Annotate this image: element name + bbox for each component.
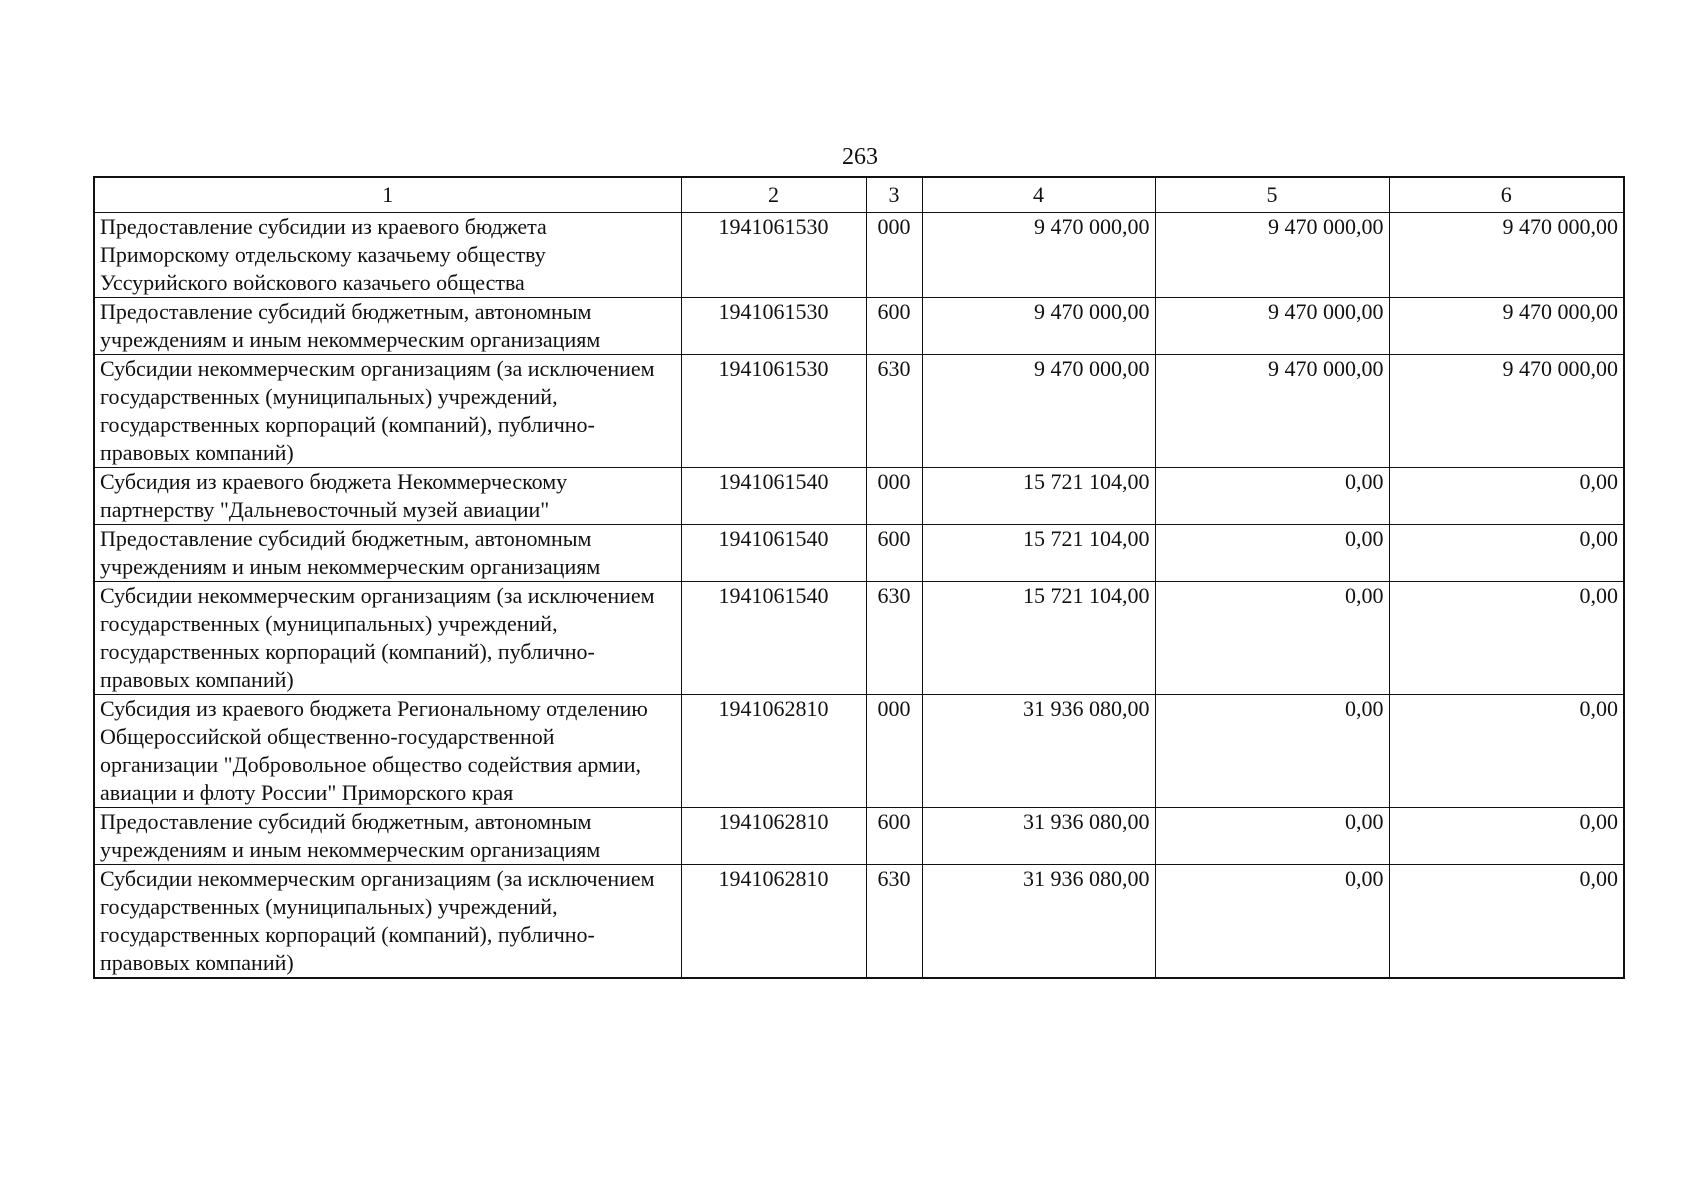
table-body [94,213,1624,979]
row-amount-4: 15 721 104,00 [922,582,1155,695]
row-code: 1941061530 [681,298,866,355]
row-amount-4: 31 936 080,00 [922,865,1155,979]
row-name: Субсидии некоммерческим организациям (за исключением государственных (муниципальных) учреждений, государственных корпораций (компаний), публично-правовых компаний) [94,865,681,979]
row-amount-5: 9 470 000,00 [1155,355,1389,468]
row-amount-5: 0,00 [1155,808,1389,865]
row-name: Предоставление субсидий бюджетным, автономным учреждениям и иным некоммерческим организациям [94,808,681,865]
row-code: 1941062810 [681,695,866,808]
row-amount-5: 9 470 000,00 [1155,298,1389,355]
table-row [94,355,1624,468]
row-amount-6: 9 470 000,00 [1389,298,1624,355]
row-amount-4: 31 936 080,00 [922,808,1155,865]
row-type: 600 [866,298,922,355]
row-name: Предоставление субсидии из краевого бюджета Приморскому отдельскому казачьему обществу Уссурийского войскового казачьего общества [94,213,681,298]
table-row [94,582,1624,695]
row-code: 1941062810 [681,865,866,979]
table-row [94,808,1624,865]
row-code: 1941061540 [681,525,866,582]
table-row [94,468,1624,525]
row-type: 000 [866,695,922,808]
row-code: 1941061530 [681,355,866,468]
row-amount-6: 9 470 000,00 [1389,213,1624,298]
row-amount-5: 9 470 000,00 [1155,213,1389,298]
page-number: 263 [842,144,878,170]
row-type: 630 [866,355,922,468]
row-name: Субсидии некоммерческим организациям (за исключением государственных (муниципальных) учреждений, государственных корпораций (компаний), публично-правовых компаний) [94,582,681,695]
header-col-4: 4 [922,177,1155,213]
row-name: Субсидии некоммерческим организациям (за исключением государственных (муниципальных) учреждений, государственных корпораций (компаний), публично-правовых компаний) [94,355,681,468]
row-amount-6: 0,00 [1389,695,1624,808]
row-amount-4: 15 721 104,00 [922,525,1155,582]
table-row [94,213,1624,298]
row-amount-6: 0,00 [1389,468,1624,525]
budget-table [93,176,1625,979]
row-amount-5: 0,00 [1155,695,1389,808]
table-header [94,177,1624,213]
row-name: Субсидия из краевого бюджета Региональному отделению Общероссийской общественно-государственной организации "Добровольное общество содействия армии, авиации и флоту России" Приморского края [94,695,681,808]
row-amount-4: 31 936 080,00 [922,695,1155,808]
row-amount-4: 9 470 000,00 [922,213,1155,298]
header-col-2: 2 [681,177,866,213]
row-name: Предоставление субсидий бюджетным, автономным учреждениям и иным некоммерческим организациям [94,525,681,582]
row-amount-4: 15 721 104,00 [922,468,1155,525]
row-amount-6: 9 470 000,00 [1389,355,1624,468]
header-col-3: 3 [866,177,922,213]
row-amount-5: 0,00 [1155,582,1389,695]
row-type: 630 [866,582,922,695]
table-row [94,298,1624,355]
row-type: 600 [866,525,922,582]
row-code: 1941061540 [681,468,866,525]
row-type: 630 [866,865,922,979]
row-amount-6: 0,00 [1389,865,1624,979]
header-col-1: 1 [94,177,681,213]
row-type: 000 [866,468,922,525]
row-code: 1941061540 [681,582,866,695]
header-row [94,177,1624,213]
row-type: 000 [866,213,922,298]
row-type: 600 [866,808,922,865]
row-amount-6: 0,00 [1389,582,1624,695]
row-name: Предоставление субсидий бюджетным, автономным учреждениям и иным некоммерческим организациям [94,298,681,355]
row-amount-5: 0,00 [1155,468,1389,525]
row-code: 1941061530 [681,213,866,298]
row-amount-6: 0,00 [1389,808,1624,865]
row-amount-5: 0,00 [1155,865,1389,979]
row-amount-5: 0,00 [1155,525,1389,582]
row-amount-6: 0,00 [1389,525,1624,582]
table-row [94,865,1624,979]
row-code: 1941062810 [681,808,866,865]
table-row [94,525,1624,582]
table-row [94,695,1624,808]
row-name: Субсидия из краевого бюджета Некоммерческому партнерству "Дальневосточный музей авиации" [94,468,681,525]
header-col-6: 6 [1389,177,1624,213]
row-amount-4: 9 470 000,00 [922,355,1155,468]
header-col-5: 5 [1155,177,1389,213]
row-amount-4: 9 470 000,00 [922,298,1155,355]
